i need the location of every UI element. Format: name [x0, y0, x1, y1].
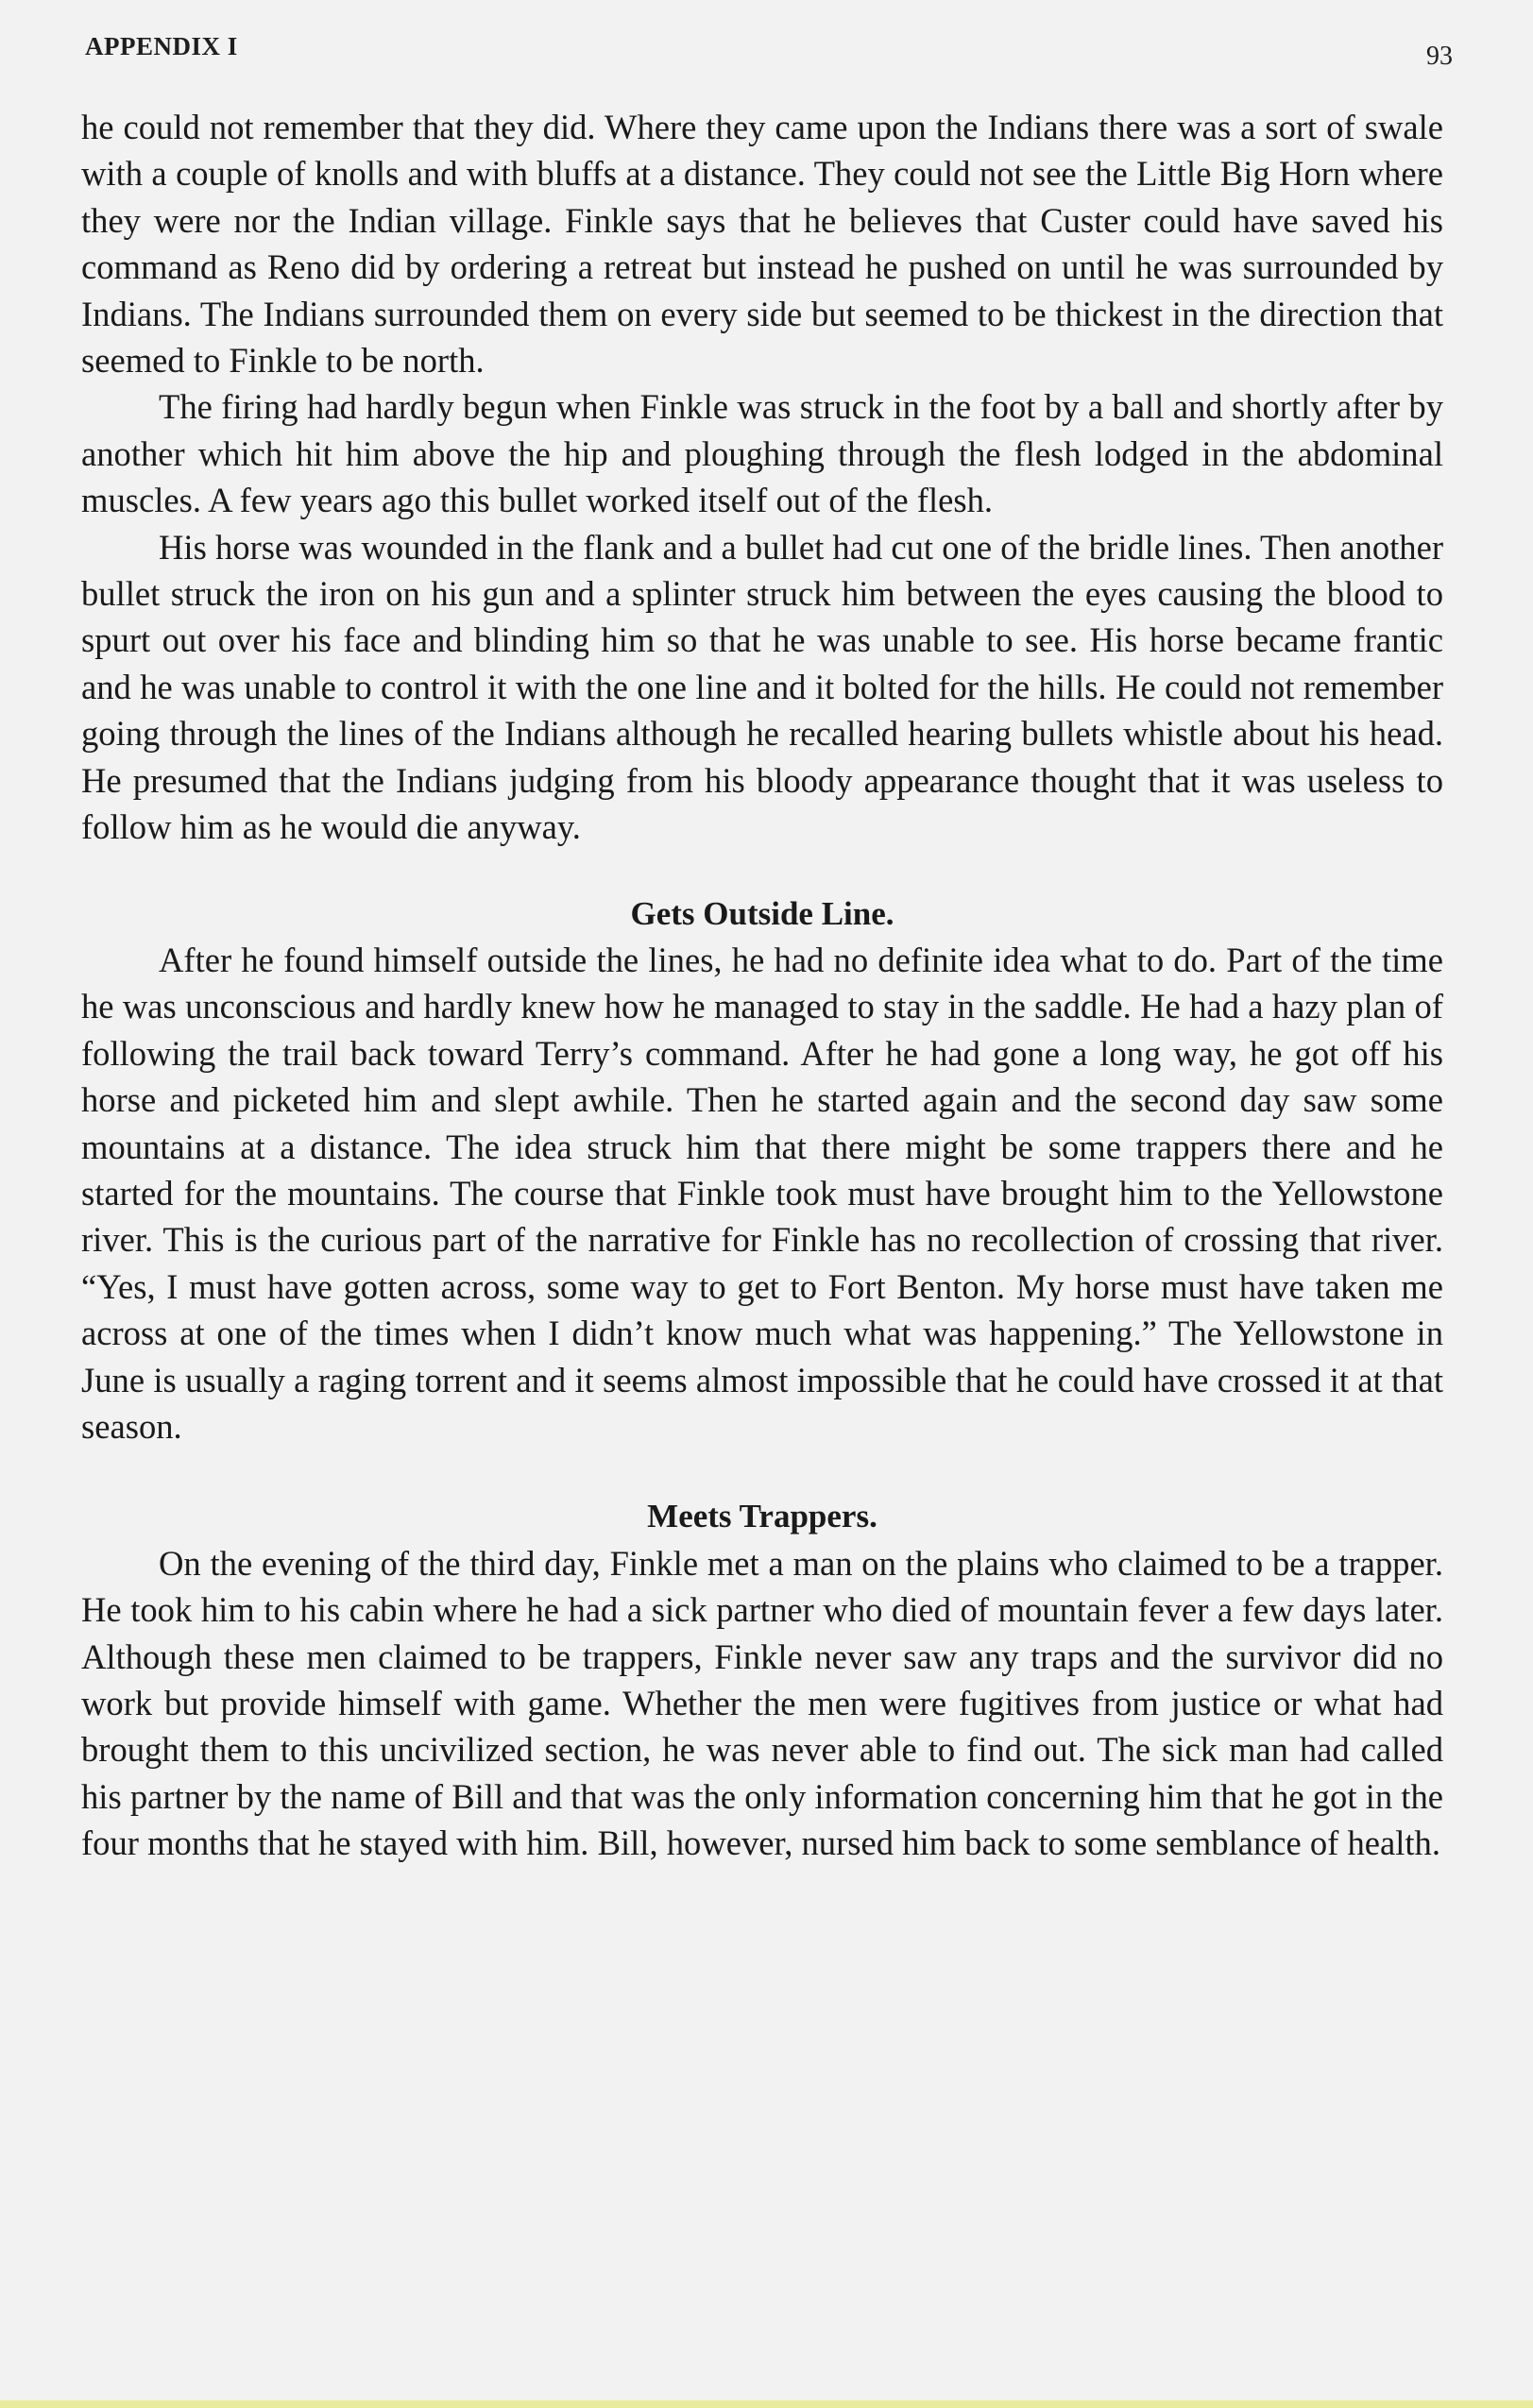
section-heading-outside-line: Gets Outside Line.	[630, 894, 894, 932]
body-text	[81, 104, 1443, 1867]
section-title: APPENDIX I	[85, 32, 238, 60]
section-heading-trappers: Meets Trappers.	[647, 1498, 877, 1535]
paragraph-outside-lines: After he found himself outside the lines, he had no definite idea what to do. Part of the time he was unconscious and hardly knew how he managed to stay in the saddle. He had a hazy plan of following the trail back toward Terry’s command. After he had gone a long way, he got off his horse and picketed him and slept awhile. Then he started again and the second day saw some mountains at a distance. The idea struck him that there might be some trappers there and he started for the mountains. The course that Finkle took must have brought him to the Yellowstone river. This is the curious part of the narrative for Finkle has no recollection of crossing that river. “Yes, I must have gotten across, some way to get to Fort Benton. My horse must have taken me across at one of the times when I didn’t know much what was happening.” The Yellowstone in June is usually a raging torrent and it seems almost impossible that he could have crossed it at that season.	[81, 940, 1443, 1446]
paragraph-horse: His horse was wounded in the flank and a bullet had cut one of the bridle lines. Then another bullet struck the iron on his gun and a splinter struck him between the eyes causing the blood to spurt out over his face and blinding him so that he was unable to see. His horse became frantic and he was unable to control it with the one line and it bolted for the hills. He could not remember going through the lines of the Indians although he recalled hearing bullets whistle about his head. He presumed that the Indians judging from his bloody appearance thought that it was useless to follow him as he would die anyway.	[81, 527, 1443, 847]
paragraph-trappers: On the evening of the third day, Finkle met a man on the plains who claimed to be a trapper. He took him to his cabin where he had a sick partner who died of mountain fever a few days later. Although these men claimed to be trappers, Finkle never saw any traps and the survivor did no work but provide himself with game. Whether the men were fugitives from justice or what had brought them to this uncivilized section, he was never able to find out. The sick man had called his partner by the name of Bill and that was the only information concerning him that he got in the four months that he stayed with him. Bill, however, nursed him back to some semblance of health.	[81, 1543, 1443, 1863]
running-head	[85, 28, 1453, 71]
page-number: 93	[1426, 42, 1453, 71]
paragraph-continued: he could not remember that they did. Where they came upon the Indians there was a sort of swale with a couple of knolls and with bluffs at a distance. They could not see the Little Big Horn where they were nor the Indian village. Finkle says that he believes that Custer could have saved his command as Reno did by ordering a retreat but instead he pushed on until he was surrounded by Indians. The Indians surrounded them on every side but seemed to be thickest in the direction that seemed to Finkle to be north.	[81, 108, 1443, 381]
paragraph-wounds: The firing had hardly begun when Finkle was struck in the foot by a ball and shortly after by another which hit him above the hip and ploughing through the flesh lodged in the abdominal muscles. A few years ago this bullet worked itself out of the flesh.	[81, 387, 1443, 520]
